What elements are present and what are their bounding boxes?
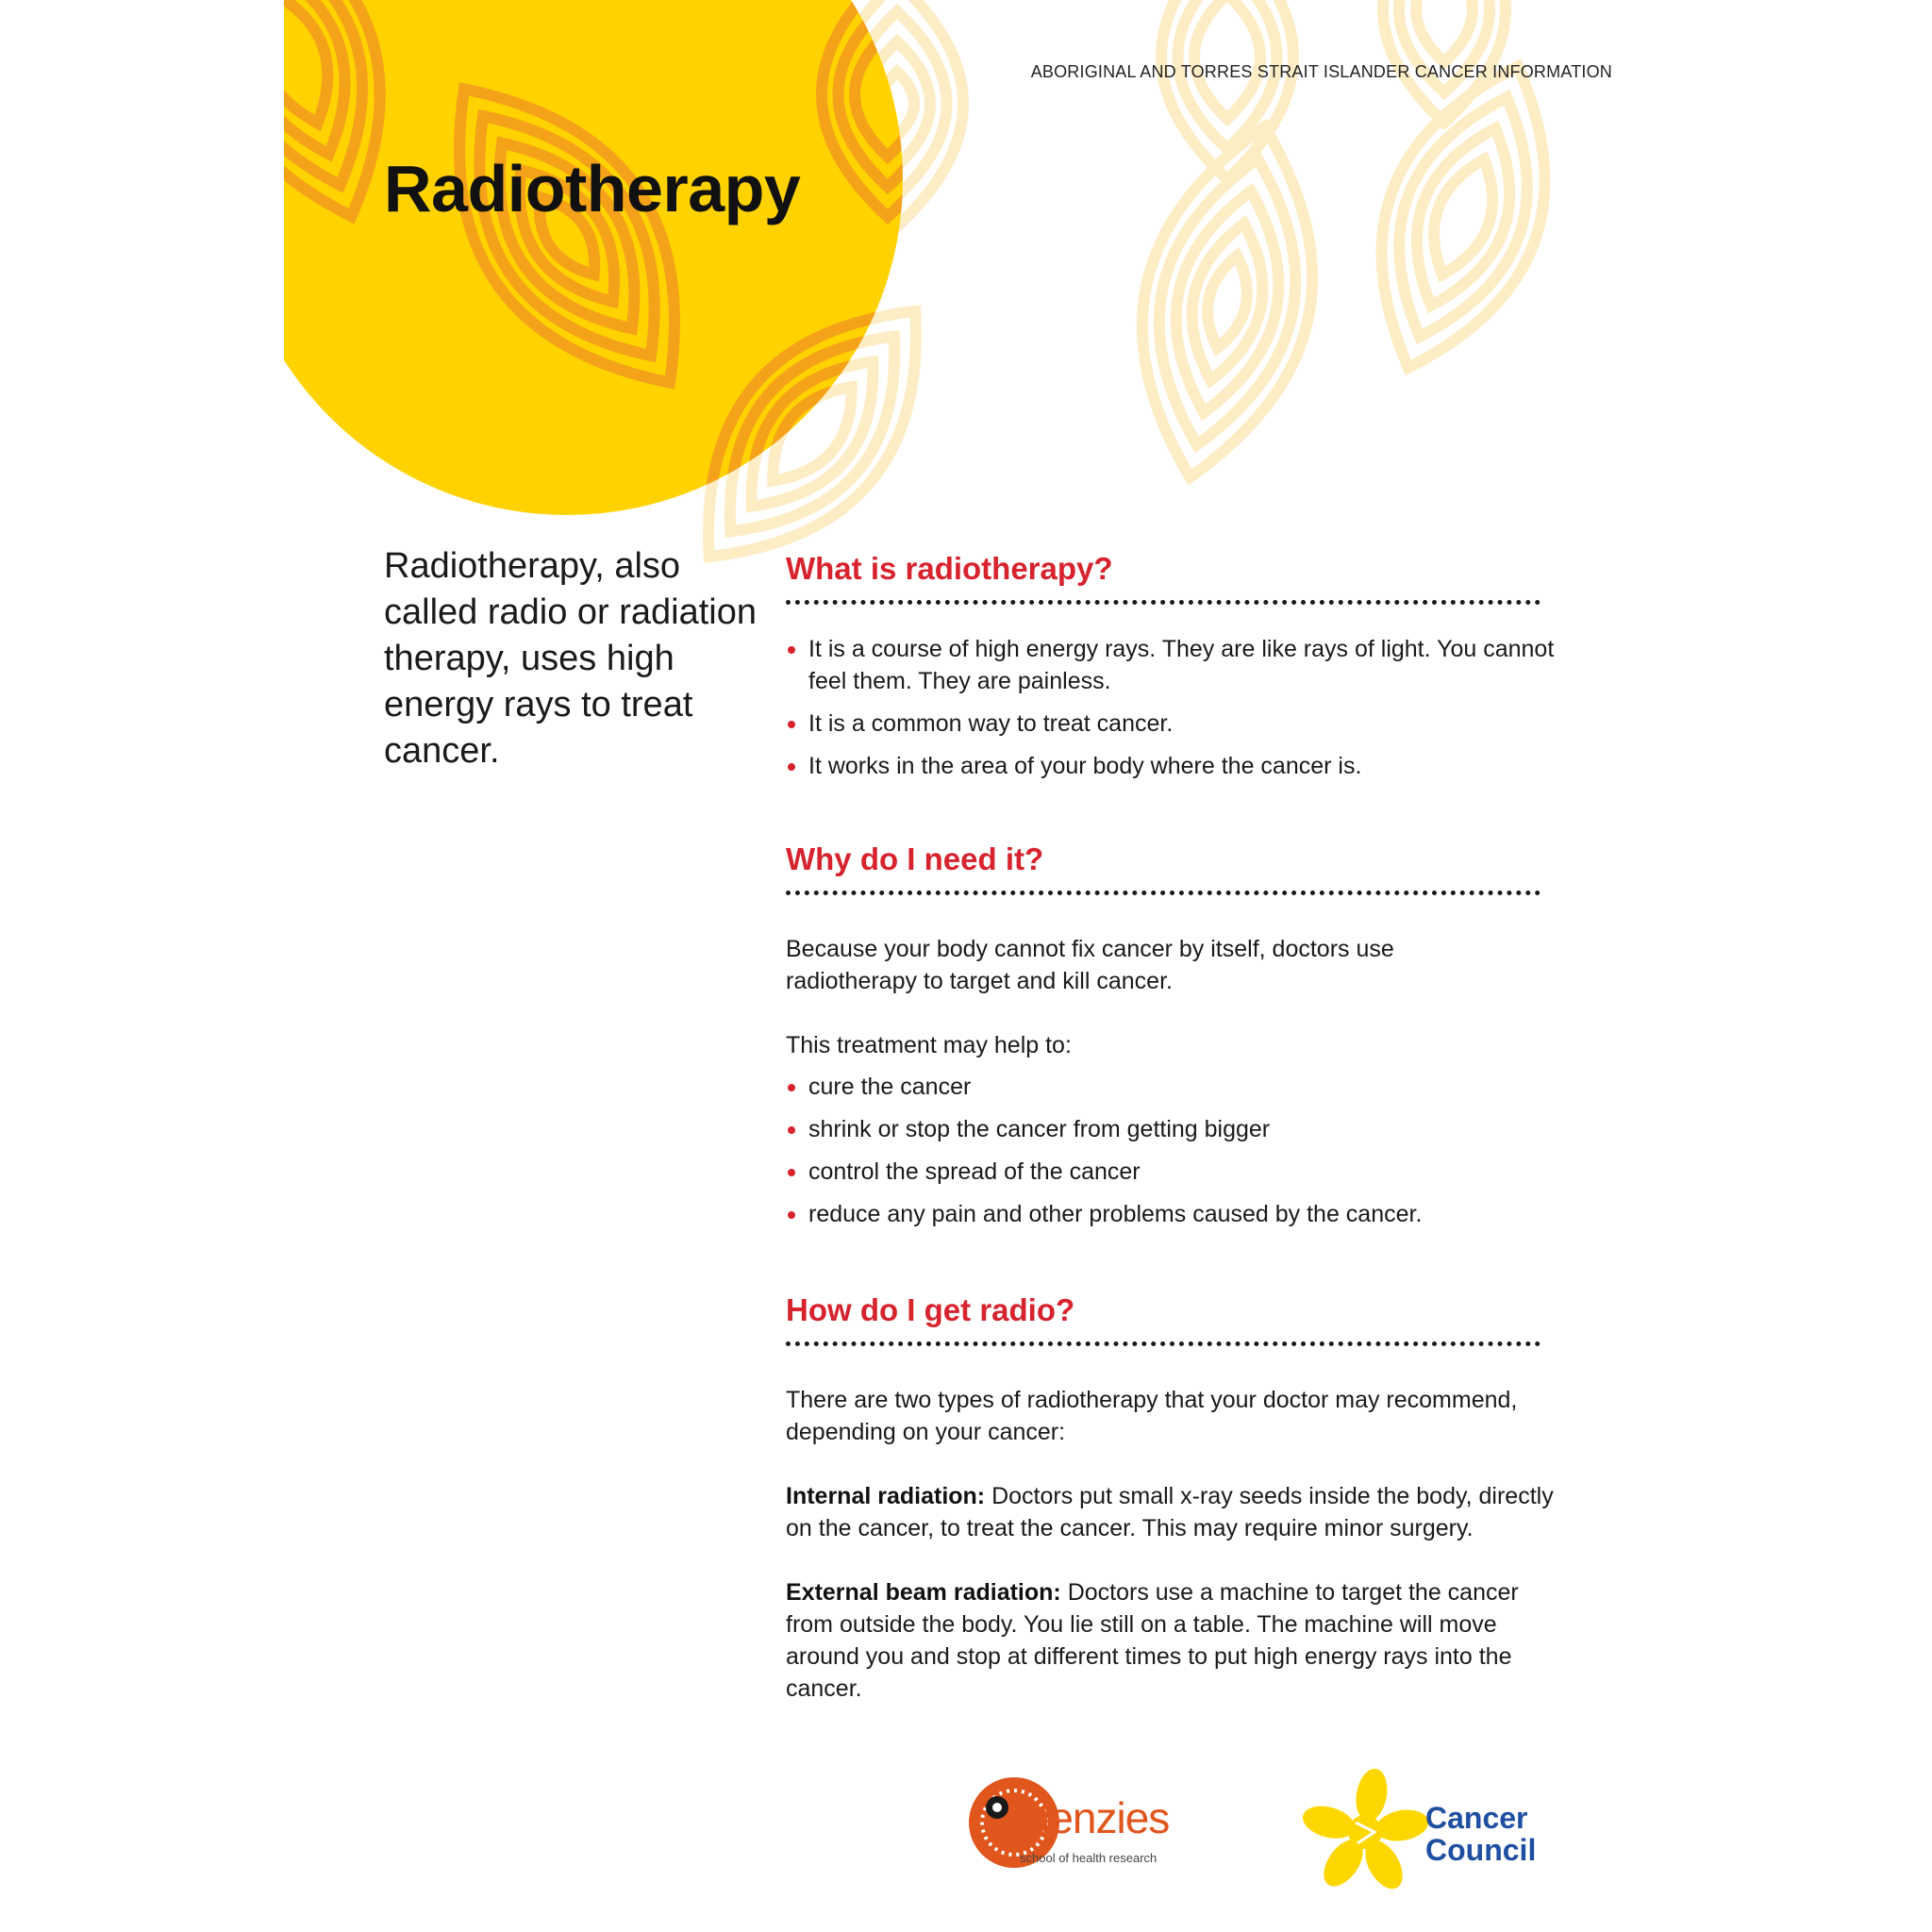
cancer-council-line2: Council — [1425, 1833, 1537, 1867]
list-item: It is a common way to treat cancer. — [786, 708, 1578, 740]
why-bullet-list — [786, 1071, 1578, 1230]
list-item: It is a course of high energy rays. They are like rays of light. You cannot feel them. They are painless. — [786, 633, 1578, 697]
decorative-header-art — [284, 0, 1648, 566]
list-item: control the spread of the cancer — [786, 1156, 1578, 1188]
series-tagline: ABORIGINAL AND TORRES STRAIT ISLANDER CANCER INFORMATION — [1030, 62, 1612, 81]
list-item: shrink or stop the cancer from getting bigger — [786, 1113, 1578, 1145]
bullet-dot-icon — [788, 763, 795, 771]
what-bullet-list — [786, 633, 1578, 782]
menzies-wordmark: menzies — [1014, 1793, 1170, 1842]
bullet-dot-icon — [788, 721, 795, 728]
page-title: Radiotherapy — [384, 152, 801, 225]
bullet-dot-icon — [788, 1126, 795, 1134]
menzies-subtitle: school of health research — [1020, 1851, 1158, 1865]
list-item: It works in the area of your body where the cancer is. — [786, 750, 1578, 782]
bullet-dot-icon — [788, 1169, 795, 1176]
list-item: reduce any pain and other problems caused by the cancer. — [786, 1198, 1578, 1230]
section-heading-how: How do I get radio? — [786, 1292, 1541, 1346]
bullet-dot-icon — [788, 646, 795, 654]
bullet-dot-icon — [788, 1211, 795, 1219]
section-why — [786, 841, 1578, 1241]
cancer-council-line1: Cancer — [1425, 1801, 1528, 1835]
why-paragraph: Because your body cannot fix cancer by itself, doctors use radiotherapy to target and kill cancer. — [786, 936, 1394, 994]
menzies-logo — [967, 1774, 1203, 1877]
section-heading-what: What is radiotherapy? — [786, 551, 1541, 605]
external-radiation-paragraph: External beam radiation: Doctors use a machine to target the cancer from outside the body. You lie still on a table. The machine will move around you and stop at different times to put high energy rays into the cancer. — [786, 1579, 1519, 1702]
list-item: cure the cancer — [786, 1071, 1578, 1103]
why-lead-in: This treatment may help to: — [786, 1032, 1072, 1058]
how-paragraph: There are two types of radiotherapy that your doctor may recommend, depending on your cancer: — [786, 1387, 1518, 1445]
daffodil-icon — [1299, 1764, 1431, 1896]
external-radiation-label: External beam radiation: — [786, 1579, 1061, 1606]
internal-radiation-paragraph: Internal radiation: Doctors put small x-ray seeds inside the body, directly on the cancer, to treat the cancer. This may require minor surgery. — [786, 1483, 1554, 1541]
section-heading-why: Why do I need it? — [786, 841, 1541, 895]
intro-statement: Radiotherapy, also called radio or radiation therapy, uses high energy rays to treat cancer. — [384, 546, 758, 771]
section-what — [786, 551, 1578, 792]
internal-radiation-label: Internal radiation: — [786, 1483, 986, 1509]
bullet-dot-icon — [788, 1084, 795, 1091]
cancer-council-logo — [1299, 1764, 1582, 1896]
document-page — [284, 0, 1648, 1932]
section-how — [786, 1292, 1578, 1705]
